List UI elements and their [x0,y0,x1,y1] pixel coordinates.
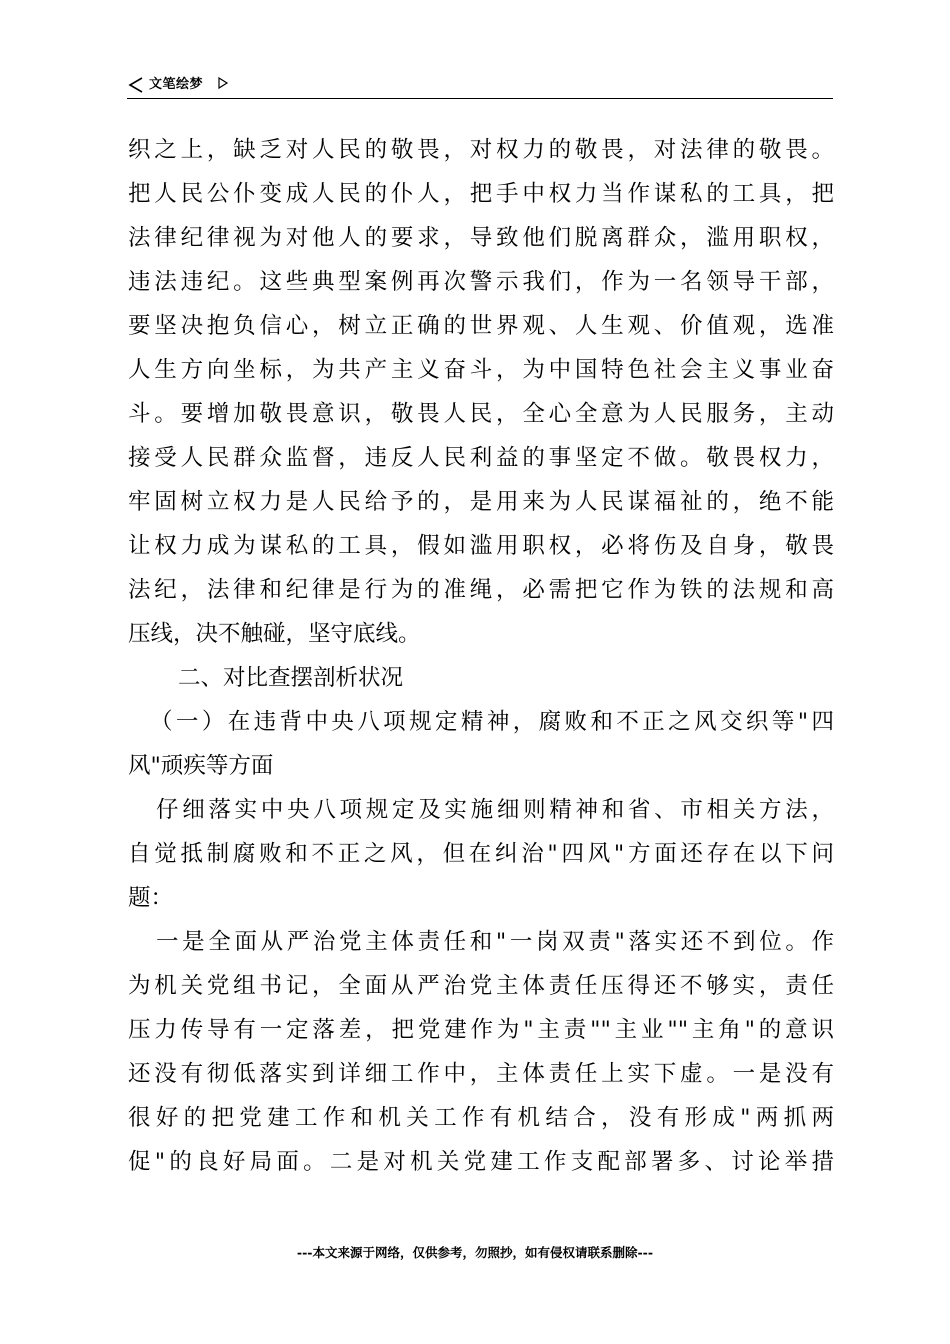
page-header [127,74,833,99]
body-line: 斗。要增加敬畏意识，敬畏人民，全心全意为人民服务，主动 [128,401,834,427]
body-line: 压力传导有一定落差，把党建作为"主责""主业""主角"的意识 [128,1017,834,1043]
page-footer-disclaimer: ---本文来源于网络，仅供参考，勿照抄，如有侵权请联系删除--- [296,1245,654,1260]
body-line: 把人民公仆变成人民的仆人，把手中权力当作谋私的工具，把 [128,181,834,207]
body-line: 接受人民群众监督，违反人民利益的事坚定不做。敬畏权力， [128,445,834,471]
body-line: 织之上，缺乏对人民的敬畏，对权力的敬畏，对法律的敬畏。 [128,137,834,163]
header-title: 文笔绘梦 [149,77,204,92]
body-line: 题： [128,885,174,911]
body-line: 要坚决抱负信心，树立正确的世界观、人生观、价值观，选准 [128,313,834,339]
body-line: 促"的良好局面。二是对机关党建工作支配部署多、讨论举措 [128,1149,834,1175]
document-body [128,128,834,1184]
section-heading: 二、对比查摆剖析状况 [178,665,404,691]
body-line: 还没有彻低落实到详细工作中，主体责任上实下虚。一是没有 [128,1061,834,1087]
subsection-heading-continued: 风"顽疾等方面 [128,753,274,779]
body-line: 为机关党组书记，全面从严治党主体责任压得还不够实，责任 [128,973,834,999]
body-line: 仔细落实中央八项规定及实施细则精神和省、市相关方法， [156,797,834,823]
body-line: 法律纪律视为对他人的要求，导致他们脱离群众，滥用职权， [128,225,834,251]
subsection-heading: （一）在违背中央八项规定精神，腐败和不正之风交织等"四 [150,709,834,735]
triangle-left-outline-icon [127,76,145,94]
body-line: 很好的把党建工作和机关工作有机结合，没有形成"两抓两 [128,1105,834,1131]
body-line: 牢固树立权力是人民给予的，是用来为人民谋福祉的，绝不能 [128,489,834,515]
triangle-right-outline-icon [217,75,229,89]
body-line: 一是全面从严治党主体责任和"一岗双责"落实还不到位。作 [156,929,834,955]
body-line: 压线，决不触碰，坚守底线。 [128,621,421,647]
body-line: 法纪，法律和纪律是行为的准绳，必需把它作为铁的法规和高 [128,577,834,603]
body-line: 违法违纪。这些典型案例再次警示我们，作为一名领导干部， [128,269,834,295]
body-line: 让权力成为谋私的工具，假如滥用职权，必将伤及自身，敬畏 [128,533,834,559]
body-line: 人生方向坐标，为共产主义奋斗，为中国特色社会主义事业奋 [128,357,834,383]
body-line: 自觉抵制腐败和不正之风，但在纠治"四风"方面还存在以下问 [128,841,834,867]
